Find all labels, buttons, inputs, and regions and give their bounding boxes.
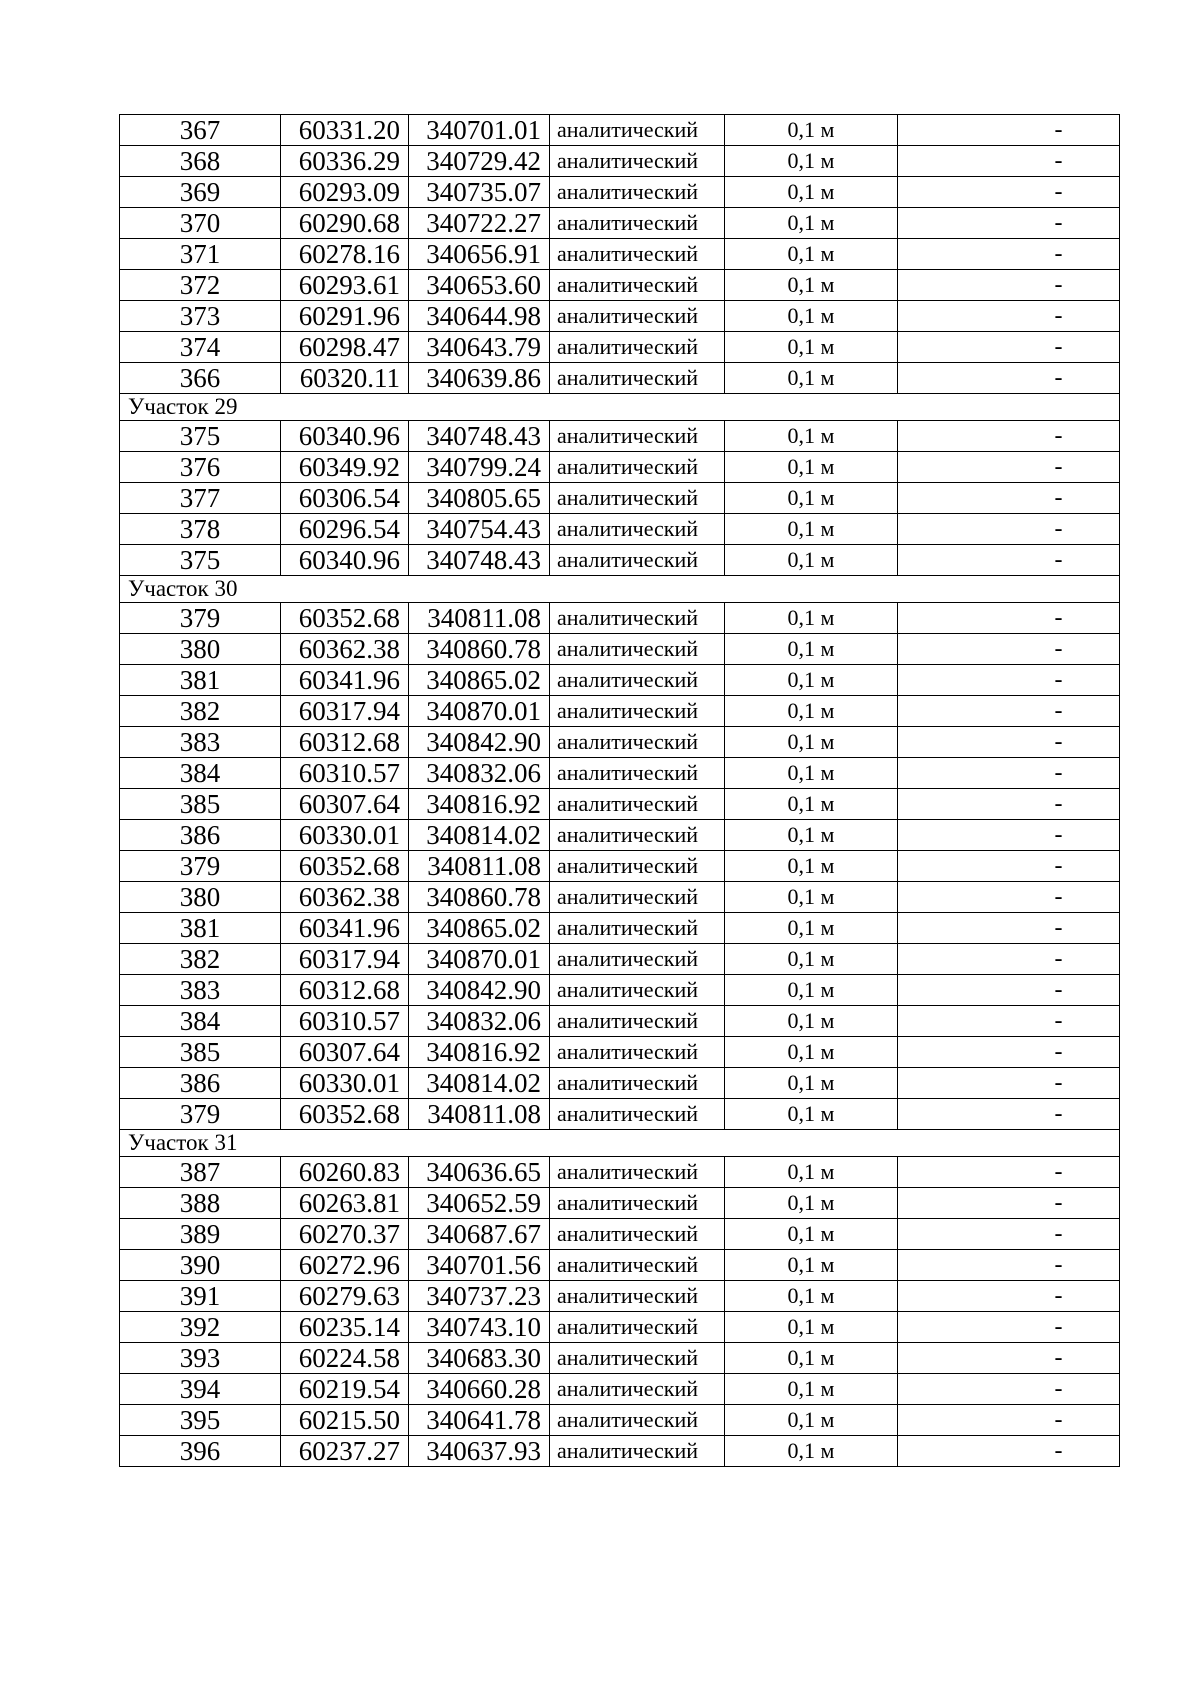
- point-number-cell: 373: [120, 301, 281, 332]
- method-cell: аналитический: [550, 301, 725, 332]
- accuracy-cell: 0,1 м: [725, 332, 898, 363]
- x-coordinate-cell: 60306.54: [281, 483, 409, 514]
- method-cell: аналитический: [550, 332, 725, 363]
- accuracy-cell: 0,1 м: [725, 727, 898, 758]
- accuracy-cell: 0,1 м: [725, 363, 898, 394]
- point-number-cell: 369: [120, 177, 281, 208]
- extra-cell: -: [898, 146, 1120, 177]
- point-number-cell: 380: [120, 882, 281, 913]
- y-coordinate-cell: 340816.92: [409, 789, 550, 820]
- point-number-cell: 385: [120, 789, 281, 820]
- y-coordinate-cell: 340743.10: [409, 1312, 550, 1343]
- method-cell: аналитический: [550, 421, 725, 452]
- x-coordinate-cell: 60307.64: [281, 1037, 409, 1068]
- y-coordinate-cell: 340814.02: [409, 820, 550, 851]
- point-number-cell: 396: [120, 1436, 281, 1467]
- point-number-cell: 372: [120, 270, 281, 301]
- accuracy-cell: 0,1 м: [725, 1037, 898, 1068]
- table-row: [120, 208, 1120, 239]
- method-cell: аналитический: [550, 975, 725, 1006]
- method-cell: аналитический: [550, 363, 725, 394]
- y-coordinate-cell: 340722.27: [409, 208, 550, 239]
- extra-cell: -: [898, 1037, 1120, 1068]
- x-coordinate-cell: 60270.37: [281, 1219, 409, 1250]
- accuracy-cell: 0,1 м: [725, 1374, 898, 1405]
- table-row: [120, 1374, 1120, 1405]
- y-coordinate-cell: 340870.01: [409, 696, 550, 727]
- point-number-cell: 368: [120, 146, 281, 177]
- extra-cell: -: [898, 1250, 1120, 1281]
- point-number-cell: 390: [120, 1250, 281, 1281]
- point-number-cell: 378: [120, 514, 281, 545]
- method-cell: аналитический: [550, 851, 725, 882]
- method-cell: аналитический: [550, 208, 725, 239]
- x-coordinate-cell: 60362.38: [281, 634, 409, 665]
- x-coordinate-cell: 60349.92: [281, 452, 409, 483]
- point-number-cell: 370: [120, 208, 281, 239]
- accuracy-cell: 0,1 м: [725, 1219, 898, 1250]
- table-row: [120, 665, 1120, 696]
- x-coordinate-cell: 60317.94: [281, 696, 409, 727]
- x-coordinate-cell: 60317.94: [281, 944, 409, 975]
- x-coordinate-cell: 60341.96: [281, 913, 409, 944]
- y-coordinate-cell: 340832.06: [409, 758, 550, 789]
- x-coordinate-cell: 60291.96: [281, 301, 409, 332]
- coordinates-table: [119, 114, 1120, 1467]
- table-row: [120, 514, 1120, 545]
- extra-cell: -: [898, 634, 1120, 665]
- method-cell: аналитический: [550, 758, 725, 789]
- x-coordinate-cell: 60293.09: [281, 177, 409, 208]
- y-coordinate-cell: 340814.02: [409, 1068, 550, 1099]
- table-row: [120, 301, 1120, 332]
- method-cell: аналитический: [550, 696, 725, 727]
- method-cell: аналитический: [550, 514, 725, 545]
- table-row: [120, 1312, 1120, 1343]
- table-row: [120, 1250, 1120, 1281]
- y-coordinate-cell: 340643.79: [409, 332, 550, 363]
- table-row: [120, 1343, 1120, 1374]
- point-number-cell: 375: [120, 421, 281, 452]
- method-cell: аналитический: [550, 1157, 725, 1188]
- extra-cell: -: [898, 696, 1120, 727]
- point-number-cell: 389: [120, 1219, 281, 1250]
- x-coordinate-cell: 60224.58: [281, 1343, 409, 1374]
- accuracy-cell: 0,1 м: [725, 944, 898, 975]
- table-row: [120, 820, 1120, 851]
- x-coordinate-cell: 60336.29: [281, 146, 409, 177]
- y-coordinate-cell: 340687.67: [409, 1219, 550, 1250]
- extra-cell: -: [898, 483, 1120, 514]
- extra-cell: -: [898, 1157, 1120, 1188]
- x-coordinate-cell: 60352.68: [281, 603, 409, 634]
- x-coordinate-cell: 60279.63: [281, 1281, 409, 1312]
- x-coordinate-cell: 60310.57: [281, 758, 409, 789]
- accuracy-cell: 0,1 м: [725, 270, 898, 301]
- extra-cell: -: [898, 115, 1120, 146]
- method-cell: аналитический: [550, 239, 725, 270]
- extra-cell: -: [898, 1405, 1120, 1436]
- y-coordinate-cell: 340641.78: [409, 1405, 550, 1436]
- x-coordinate-cell: 60340.96: [281, 545, 409, 576]
- method-cell: аналитический: [550, 1281, 725, 1312]
- point-number-cell: 374: [120, 332, 281, 363]
- point-number-cell: 371: [120, 239, 281, 270]
- extra-cell: -: [898, 1374, 1120, 1405]
- method-cell: аналитический: [550, 882, 725, 913]
- x-coordinate-cell: 60312.68: [281, 727, 409, 758]
- point-number-cell: 376: [120, 452, 281, 483]
- point-number-cell: 366: [120, 363, 281, 394]
- extra-cell: -: [898, 727, 1120, 758]
- table-row: [120, 177, 1120, 208]
- table-row: [120, 270, 1120, 301]
- table-row: [120, 332, 1120, 363]
- point-number-cell: 395: [120, 1405, 281, 1436]
- extra-cell: -: [898, 208, 1120, 239]
- extra-cell: -: [898, 363, 1120, 394]
- table-row: [120, 421, 1120, 452]
- method-cell: аналитический: [550, 1312, 725, 1343]
- y-coordinate-cell: 340701.56: [409, 1250, 550, 1281]
- accuracy-cell: 0,1 м: [725, 603, 898, 634]
- extra-cell: -: [898, 603, 1120, 634]
- point-number-cell: 383: [120, 727, 281, 758]
- extra-cell: -: [898, 913, 1120, 944]
- x-coordinate-cell: 60312.68: [281, 975, 409, 1006]
- section-label: Участок 30: [120, 576, 1120, 603]
- method-cell: аналитический: [550, 1436, 725, 1467]
- table-row: [120, 1405, 1120, 1436]
- y-coordinate-cell: 340754.43: [409, 514, 550, 545]
- x-coordinate-cell: 60215.50: [281, 1405, 409, 1436]
- extra-cell: -: [898, 944, 1120, 975]
- method-cell: аналитический: [550, 634, 725, 665]
- method-cell: аналитический: [550, 1006, 725, 1037]
- table-row: [120, 1436, 1120, 1467]
- table-row: [120, 239, 1120, 270]
- accuracy-cell: 0,1 м: [725, 1436, 898, 1467]
- y-coordinate-cell: 340637.93: [409, 1436, 550, 1467]
- point-number-cell: 385: [120, 1037, 281, 1068]
- extra-cell: -: [898, 1006, 1120, 1037]
- extra-cell: -: [898, 514, 1120, 545]
- point-number-cell: 392: [120, 1312, 281, 1343]
- method-cell: аналитический: [550, 603, 725, 634]
- method-cell: аналитический: [550, 483, 725, 514]
- table-row: [120, 115, 1120, 146]
- method-cell: аналитический: [550, 1099, 725, 1130]
- extra-cell: -: [898, 239, 1120, 270]
- point-number-cell: 384: [120, 758, 281, 789]
- point-number-cell: 367: [120, 115, 281, 146]
- method-cell: аналитический: [550, 789, 725, 820]
- y-coordinate-cell: 340748.43: [409, 545, 550, 576]
- y-coordinate-cell: 340805.65: [409, 483, 550, 514]
- table-row: [120, 789, 1120, 820]
- method-cell: аналитический: [550, 944, 725, 975]
- extra-cell: -: [898, 545, 1120, 576]
- table-row: [120, 727, 1120, 758]
- coordinates-table-body: [120, 115, 1120, 1467]
- extra-cell: -: [898, 177, 1120, 208]
- table-row: [120, 1157, 1120, 1188]
- method-cell: аналитический: [550, 177, 725, 208]
- extra-cell: -: [898, 452, 1120, 483]
- table-row: [120, 483, 1120, 514]
- table-row: [120, 696, 1120, 727]
- point-number-cell: 375: [120, 545, 281, 576]
- y-coordinate-cell: 340842.90: [409, 727, 550, 758]
- table-row: [120, 1219, 1120, 1250]
- x-coordinate-cell: 60278.16: [281, 239, 409, 270]
- x-coordinate-cell: 60260.83: [281, 1157, 409, 1188]
- accuracy-cell: 0,1 м: [725, 146, 898, 177]
- y-coordinate-cell: 340656.91: [409, 239, 550, 270]
- point-number-cell: 394: [120, 1374, 281, 1405]
- y-coordinate-cell: 340865.02: [409, 913, 550, 944]
- y-coordinate-cell: 340832.06: [409, 1006, 550, 1037]
- accuracy-cell: 0,1 м: [725, 665, 898, 696]
- x-coordinate-cell: 60219.54: [281, 1374, 409, 1405]
- extra-cell: -: [898, 1099, 1120, 1130]
- x-coordinate-cell: 60235.14: [281, 1312, 409, 1343]
- section-row: [120, 394, 1120, 421]
- x-coordinate-cell: 60290.68: [281, 208, 409, 239]
- accuracy-cell: 0,1 м: [725, 177, 898, 208]
- point-number-cell: 383: [120, 975, 281, 1006]
- accuracy-cell: 0,1 м: [725, 851, 898, 882]
- y-coordinate-cell: 340811.08: [409, 1099, 550, 1130]
- y-coordinate-cell: 340636.65: [409, 1157, 550, 1188]
- accuracy-cell: 0,1 м: [725, 1405, 898, 1436]
- method-cell: аналитический: [550, 115, 725, 146]
- accuracy-cell: 0,1 м: [725, 239, 898, 270]
- y-coordinate-cell: 340660.28: [409, 1374, 550, 1405]
- accuracy-cell: 0,1 м: [725, 1281, 898, 1312]
- y-coordinate-cell: 340799.24: [409, 452, 550, 483]
- extra-cell: -: [898, 820, 1120, 851]
- extra-cell: -: [898, 789, 1120, 820]
- y-coordinate-cell: 340860.78: [409, 634, 550, 665]
- extra-cell: -: [898, 758, 1120, 789]
- accuracy-cell: 0,1 м: [725, 208, 898, 239]
- table-row: [120, 913, 1120, 944]
- table-row: [120, 1006, 1120, 1037]
- x-coordinate-cell: 60307.64: [281, 789, 409, 820]
- extra-cell: -: [898, 301, 1120, 332]
- extra-cell: -: [898, 1436, 1120, 1467]
- x-coordinate-cell: 60263.81: [281, 1188, 409, 1219]
- y-coordinate-cell: 340870.01: [409, 944, 550, 975]
- x-coordinate-cell: 60352.68: [281, 1099, 409, 1130]
- x-coordinate-cell: 60341.96: [281, 665, 409, 696]
- accuracy-cell: 0,1 м: [725, 514, 898, 545]
- method-cell: аналитический: [550, 270, 725, 301]
- table-row: [120, 1068, 1120, 1099]
- y-coordinate-cell: 340644.98: [409, 301, 550, 332]
- table-row: [120, 452, 1120, 483]
- table-row: [120, 634, 1120, 665]
- accuracy-cell: 0,1 м: [725, 421, 898, 452]
- extra-cell: -: [898, 1343, 1120, 1374]
- table-row: [120, 944, 1120, 975]
- point-number-cell: 381: [120, 665, 281, 696]
- accuracy-cell: 0,1 м: [725, 1099, 898, 1130]
- accuracy-cell: 0,1 м: [725, 789, 898, 820]
- table-row: [120, 1188, 1120, 1219]
- extra-cell: -: [898, 270, 1120, 301]
- extra-cell: -: [898, 1188, 1120, 1219]
- accuracy-cell: 0,1 м: [725, 1312, 898, 1343]
- y-coordinate-cell: 340735.07: [409, 177, 550, 208]
- point-number-cell: 387: [120, 1157, 281, 1188]
- method-cell: аналитический: [550, 1219, 725, 1250]
- x-coordinate-cell: 60352.68: [281, 851, 409, 882]
- x-coordinate-cell: 60340.96: [281, 421, 409, 452]
- table-row: [120, 545, 1120, 576]
- table-row: [120, 1281, 1120, 1312]
- y-coordinate-cell: 340811.08: [409, 851, 550, 882]
- method-cell: аналитический: [550, 146, 725, 177]
- method-cell: аналитический: [550, 1037, 725, 1068]
- accuracy-cell: 0,1 м: [725, 1250, 898, 1281]
- point-number-cell: 377: [120, 483, 281, 514]
- x-coordinate-cell: 60293.61: [281, 270, 409, 301]
- extra-cell: -: [898, 975, 1120, 1006]
- point-number-cell: 386: [120, 1068, 281, 1099]
- table-row: [120, 1099, 1120, 1130]
- y-coordinate-cell: 340683.30: [409, 1343, 550, 1374]
- accuracy-cell: 0,1 м: [725, 913, 898, 944]
- accuracy-cell: 0,1 м: [725, 634, 898, 665]
- method-cell: аналитический: [550, 820, 725, 851]
- section-row: [120, 1130, 1120, 1157]
- extra-cell: -: [898, 1281, 1120, 1312]
- accuracy-cell: 0,1 м: [725, 975, 898, 1006]
- table-row: [120, 146, 1120, 177]
- table-row: [120, 363, 1120, 394]
- method-cell: аналитический: [550, 1188, 725, 1219]
- y-coordinate-cell: 340748.43: [409, 421, 550, 452]
- accuracy-cell: 0,1 м: [725, 1157, 898, 1188]
- accuracy-cell: 0,1 м: [725, 758, 898, 789]
- extra-cell: -: [898, 421, 1120, 452]
- table-row: [120, 975, 1120, 1006]
- x-coordinate-cell: 60310.57: [281, 1006, 409, 1037]
- method-cell: аналитический: [550, 913, 725, 944]
- x-coordinate-cell: 60237.27: [281, 1436, 409, 1467]
- y-coordinate-cell: 340865.02: [409, 665, 550, 696]
- y-coordinate-cell: 340652.59: [409, 1188, 550, 1219]
- method-cell: аналитический: [550, 545, 725, 576]
- x-coordinate-cell: 60330.01: [281, 820, 409, 851]
- extra-cell: -: [898, 332, 1120, 363]
- accuracy-cell: 0,1 м: [725, 882, 898, 913]
- point-number-cell: 388: [120, 1188, 281, 1219]
- extra-cell: -: [898, 1068, 1120, 1099]
- accuracy-cell: 0,1 м: [725, 545, 898, 576]
- x-coordinate-cell: 60296.54: [281, 514, 409, 545]
- y-coordinate-cell: 340729.42: [409, 146, 550, 177]
- table-row: [120, 1037, 1120, 1068]
- y-coordinate-cell: 340737.23: [409, 1281, 550, 1312]
- method-cell: аналитический: [550, 665, 725, 696]
- method-cell: аналитический: [550, 1405, 725, 1436]
- x-coordinate-cell: 60272.96: [281, 1250, 409, 1281]
- accuracy-cell: 0,1 м: [725, 301, 898, 332]
- table-row: [120, 603, 1120, 634]
- y-coordinate-cell: 340639.86: [409, 363, 550, 394]
- y-coordinate-cell: 340816.92: [409, 1037, 550, 1068]
- method-cell: аналитический: [550, 727, 725, 758]
- point-number-cell: 379: [120, 851, 281, 882]
- extra-cell: -: [898, 1219, 1120, 1250]
- x-coordinate-cell: 60298.47: [281, 332, 409, 363]
- method-cell: аналитический: [550, 452, 725, 483]
- section-label: Участок 29: [120, 394, 1120, 421]
- y-coordinate-cell: 340842.90: [409, 975, 550, 1006]
- method-cell: аналитический: [550, 1250, 725, 1281]
- accuracy-cell: 0,1 м: [725, 1006, 898, 1037]
- section-row: [120, 576, 1120, 603]
- accuracy-cell: 0,1 м: [725, 1343, 898, 1374]
- point-number-cell: 386: [120, 820, 281, 851]
- accuracy-cell: 0,1 м: [725, 452, 898, 483]
- method-cell: аналитический: [550, 1374, 725, 1405]
- y-coordinate-cell: 340811.08: [409, 603, 550, 634]
- y-coordinate-cell: 340653.60: [409, 270, 550, 301]
- extra-cell: -: [898, 851, 1120, 882]
- accuracy-cell: 0,1 м: [725, 1188, 898, 1219]
- point-number-cell: 380: [120, 634, 281, 665]
- table-row: [120, 882, 1120, 913]
- x-coordinate-cell: 60362.38: [281, 882, 409, 913]
- point-number-cell: 384: [120, 1006, 281, 1037]
- method-cell: аналитический: [550, 1068, 725, 1099]
- accuracy-cell: 0,1 м: [725, 696, 898, 727]
- accuracy-cell: 0,1 м: [725, 483, 898, 514]
- point-number-cell: 391: [120, 1281, 281, 1312]
- y-coordinate-cell: 340860.78: [409, 882, 550, 913]
- point-number-cell: 379: [120, 603, 281, 634]
- x-coordinate-cell: 60320.11: [281, 363, 409, 394]
- table-row: [120, 758, 1120, 789]
- extra-cell: -: [898, 882, 1120, 913]
- accuracy-cell: 0,1 м: [725, 820, 898, 851]
- extra-cell: -: [898, 1312, 1120, 1343]
- x-coordinate-cell: 60331.20: [281, 115, 409, 146]
- point-number-cell: 379: [120, 1099, 281, 1130]
- point-number-cell: 382: [120, 696, 281, 727]
- point-number-cell: 382: [120, 944, 281, 975]
- section-label: Участок 31: [120, 1130, 1120, 1157]
- accuracy-cell: 0,1 м: [725, 115, 898, 146]
- extra-cell: -: [898, 665, 1120, 696]
- point-number-cell: 393: [120, 1343, 281, 1374]
- table-row: [120, 851, 1120, 882]
- point-number-cell: 381: [120, 913, 281, 944]
- method-cell: аналитический: [550, 1343, 725, 1374]
- accuracy-cell: 0,1 м: [725, 1068, 898, 1099]
- x-coordinate-cell: 60330.01: [281, 1068, 409, 1099]
- y-coordinate-cell: 340701.01: [409, 115, 550, 146]
